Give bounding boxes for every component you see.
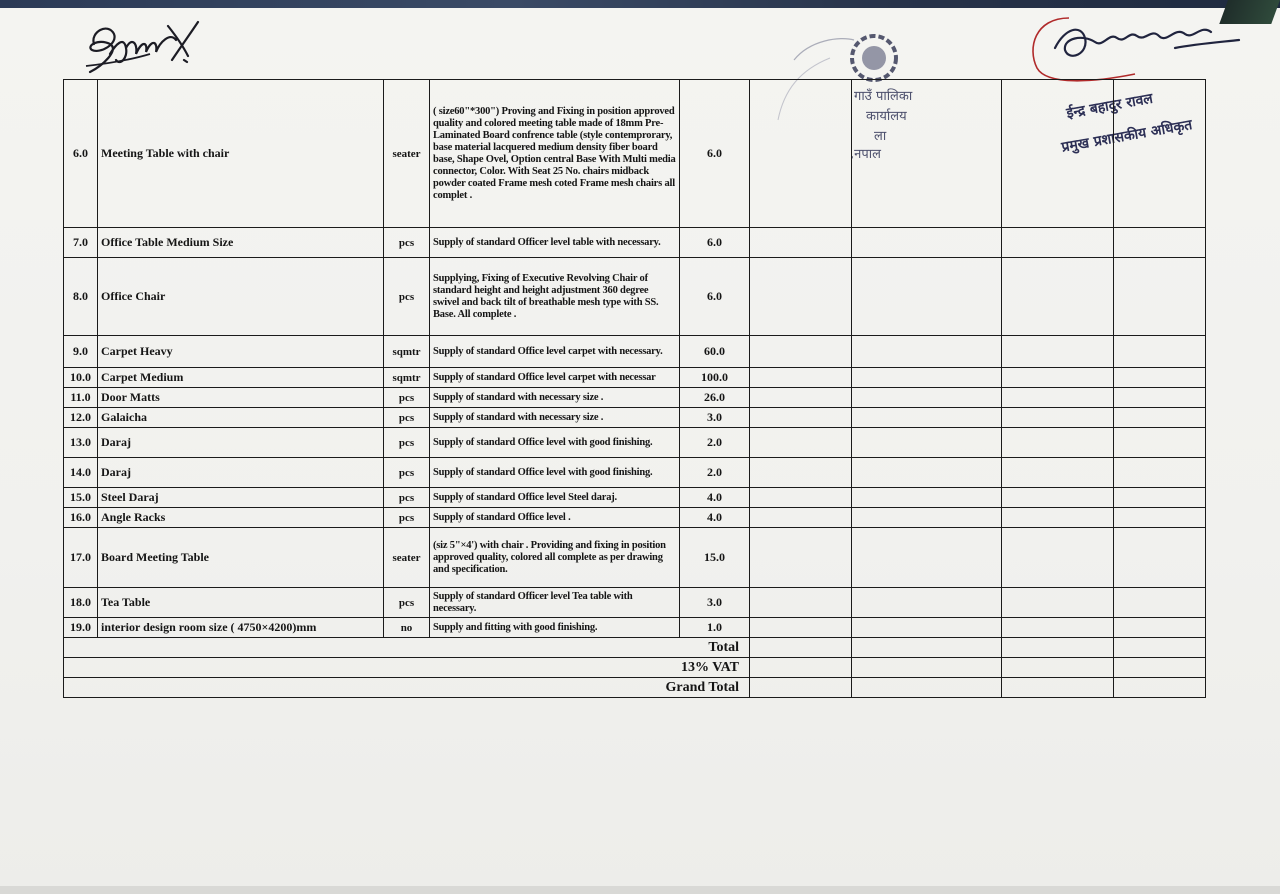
item-quantity: 26.0 (680, 388, 750, 408)
table-row (64, 408, 1206, 428)
item-number: 11.0 (64, 388, 98, 408)
vat-label: 13% VAT (64, 658, 750, 678)
empty-rate-cell (1114, 388, 1206, 408)
item-quantity: 6.0 (680, 228, 750, 258)
item-name: Daraj (98, 458, 384, 488)
stamp-text-2: कार्यालय (866, 109, 907, 124)
empty-rate-cell (1002, 258, 1114, 336)
empty-rate-cell (852, 408, 1002, 428)
empty-rate-cell (750, 528, 852, 588)
item-number: 9.0 (64, 336, 98, 368)
empty-rate-cell (1002, 488, 1114, 508)
empty-rate-cell (750, 488, 852, 508)
empty-rate-cell (852, 458, 1002, 488)
empty-rate-cell (1114, 508, 1206, 528)
empty-rate-cell (1002, 618, 1114, 638)
empty-rate-cell (1114, 228, 1206, 258)
item-unit: sqmtr (384, 336, 430, 368)
empty-rate-cell (750, 508, 852, 528)
item-quantity: 15.0 (680, 528, 750, 588)
cell (1002, 678, 1114, 698)
table-row (64, 428, 1206, 458)
item-unit: pcs (384, 508, 430, 528)
item-description: Supply of standard Officer level Tea table with necessary. (430, 588, 680, 618)
empty-rate-cell (852, 588, 1002, 618)
item-quantity: 3.0 (680, 408, 750, 428)
item-quantity: 60.0 (680, 336, 750, 368)
empty-rate-cell (1114, 408, 1206, 428)
empty-rate-cell (750, 618, 852, 638)
empty-rate-cell (1002, 80, 1114, 228)
item-description: Supply of standard Office level carpet with necessary. (430, 336, 680, 368)
item-description: Supply of standard Office level with good finishing. (430, 428, 680, 458)
item-quantity: 2.0 (680, 458, 750, 488)
table-row (64, 528, 1206, 588)
item-name: Tea Table (98, 588, 384, 618)
cell (750, 658, 852, 678)
empty-rate-cell (1114, 528, 1206, 588)
item-quantity: 2.0 (680, 428, 750, 458)
item-number: 14.0 (64, 458, 98, 488)
cell (1002, 638, 1114, 658)
empty-rate-cell (1002, 428, 1114, 458)
empty-rate-cell (750, 458, 852, 488)
empty-rate-cell (1114, 368, 1206, 388)
item-number: 13.0 (64, 428, 98, 458)
item-name: Board Meeting Table (98, 528, 384, 588)
item-unit: pcs (384, 228, 430, 258)
table-row (64, 258, 1206, 336)
table-row (64, 80, 1206, 228)
item-number: 8.0 (64, 258, 98, 336)
stamp-text-1: गाउँ पालिका (854, 89, 913, 104)
item-description: Supply of standard Office level with good finishing. (430, 458, 680, 488)
empty-rate-cell (852, 388, 1002, 408)
empty-rate-cell (1002, 458, 1114, 488)
cell (1114, 658, 1206, 678)
table-row (64, 488, 1206, 508)
item-number: 16.0 (64, 508, 98, 528)
table-row (64, 368, 1206, 388)
item-unit: seater (384, 528, 430, 588)
empty-rate-cell (1114, 80, 1206, 228)
empty-rate-cell (852, 508, 1002, 528)
cell (750, 678, 852, 698)
item-number: 17.0 (64, 528, 98, 588)
empty-rate-cell (750, 388, 852, 408)
total-label: Total (64, 638, 750, 658)
item-quantity: 1.0 (680, 618, 750, 638)
item-name: Meeting Table with chair (98, 80, 384, 228)
photo-top-edge (0, 0, 1280, 8)
item-quantity: 4.0 (680, 508, 750, 528)
cell (1114, 638, 1206, 658)
grand-total-row (64, 678, 1206, 698)
grand-total-label: Grand Total (64, 678, 750, 698)
stamp-text-3: ला (874, 129, 887, 144)
item-unit: no (384, 618, 430, 638)
item-description: Supply of standard Officer level table with necessary. (430, 228, 680, 258)
total-row (64, 638, 1206, 658)
item-description: Supplying, Fixing of Executive Revolving Chair of standard height and height adjustment 360 degree swivel and back tilt of breathable mesh type with SS. Base. All complete . (430, 258, 680, 336)
item-description: Supply and fitting with good finishing. (430, 618, 680, 638)
empty-rate-cell (1002, 588, 1114, 618)
item-quantity: 6.0 (680, 80, 750, 228)
empty-rate-cell (852, 368, 1002, 388)
empty-rate-cell (1114, 488, 1206, 508)
item-name: Office Chair (98, 258, 384, 336)
item-description: Supply of standard Office level Steel daraj. (430, 488, 680, 508)
empty-rate-cell (1114, 618, 1206, 638)
table-row (64, 388, 1206, 408)
vat-row (64, 658, 1206, 678)
empty-rate-cell (750, 80, 852, 228)
item-name: Carpet Medium (98, 368, 384, 388)
item-unit: pcs (384, 258, 430, 336)
item-description: (siz 5"×4') with chair . Providing and fixing in position approved quality, colored all complete as per drawing and specification. (430, 528, 680, 588)
empty-rate-cell (750, 428, 852, 458)
empty-rate-cell (750, 368, 852, 388)
empty-rate-cell (1114, 428, 1206, 458)
item-number: 6.0 (64, 80, 98, 228)
official-title: प्रमुख प्रशासकीय अधिकृत (1060, 116, 1194, 156)
empty-rate-cell (1114, 458, 1206, 488)
item-unit: pcs (384, 588, 430, 618)
empty-rate-cell (852, 258, 1002, 336)
item-name: Daraj (98, 428, 384, 458)
empty-rate-cell (852, 336, 1002, 368)
signature-left (80, 14, 220, 84)
empty-rate-cell (852, 428, 1002, 458)
item-unit: pcs (384, 458, 430, 488)
empty-rate-cell (750, 258, 852, 336)
item-name: Carpet Heavy (98, 336, 384, 368)
cell (852, 678, 1002, 698)
item-number: 15.0 (64, 488, 98, 508)
item-description: ( size60"*300") Proving and Fixing in position approved quality and colored meeting table made of 18mm Pre-Laminated Board confrence table (style contemprorary, base material lacquered medium density fiber board base, Shape Ovel, Option central Base With Multi media connector, Color. With Seat 25 No. chairs midback powder coated Frame mesh coted Frame mesh chairs all complet . (430, 80, 680, 228)
empty-rate-cell (750, 336, 852, 368)
boq-table (63, 79, 1206, 698)
official-name: ईन्द्र बहादुर रावल (1065, 90, 1155, 122)
empty-rate-cell (1002, 408, 1114, 428)
empty-rate-cell (1002, 388, 1114, 408)
table-row (64, 588, 1206, 618)
table-row (64, 458, 1206, 488)
item-unit: seater (384, 80, 430, 228)
empty-rate-cell (1002, 228, 1114, 258)
stamp-text-4: ,नपाल (850, 147, 881, 162)
item-number: 19.0 (64, 618, 98, 638)
empty-rate-cell (750, 228, 852, 258)
empty-rate-cell (852, 618, 1002, 638)
table-row (64, 618, 1206, 638)
item-number: 10.0 (64, 368, 98, 388)
item-description: Supply of standard Office level . (430, 508, 680, 528)
item-name: Angle Racks (98, 508, 384, 528)
item-quantity: 4.0 (680, 488, 750, 508)
empty-rate-cell (852, 488, 1002, 508)
item-quantity: 6.0 (680, 258, 750, 336)
photo-bottom-edge (0, 886, 1280, 894)
empty-rate-cell (1114, 258, 1206, 336)
empty-rate-cell (1114, 336, 1206, 368)
item-description: Supply of standard with necessary size . (430, 408, 680, 428)
empty-rate-cell (1002, 336, 1114, 368)
item-unit: pcs (384, 408, 430, 428)
item-unit: pcs (384, 488, 430, 508)
empty-rate-cell (1114, 588, 1206, 618)
item-name: Office Table Medium Size (98, 228, 384, 258)
item-name: Door Matts (98, 388, 384, 408)
item-name: Steel Daraj (98, 488, 384, 508)
item-unit: sqmtr (384, 368, 430, 388)
item-number: 12.0 (64, 408, 98, 428)
empty-rate-cell (852, 80, 1002, 228)
empty-rate-cell (750, 588, 852, 618)
item-name: interior design room size ( 4750×4200)mm (98, 618, 384, 638)
item-quantity: 3.0 (680, 588, 750, 618)
item-description: Supply of standard Office level carpet with necessar (430, 368, 680, 388)
empty-rate-cell (1002, 508, 1114, 528)
item-description: Supply of standard with necessary size . (430, 388, 680, 408)
cell (1114, 678, 1206, 698)
cell (852, 638, 1002, 658)
cell (852, 658, 1002, 678)
empty-rate-cell (750, 408, 852, 428)
item-name: Galaicha (98, 408, 384, 428)
empty-rate-cell (1002, 368, 1114, 388)
cell (750, 638, 852, 658)
item-unit: pcs (384, 428, 430, 458)
item-number: 18.0 (64, 588, 98, 618)
table-row (64, 336, 1206, 368)
cell (1002, 658, 1114, 678)
empty-rate-cell (1002, 528, 1114, 588)
table-row (64, 508, 1206, 528)
item-number: 7.0 (64, 228, 98, 258)
empty-rate-cell (852, 528, 1002, 588)
item-unit: pcs (384, 388, 430, 408)
item-quantity: 100.0 (680, 368, 750, 388)
table-row (64, 228, 1206, 258)
signature-right (1025, 8, 1245, 88)
empty-rate-cell (852, 228, 1002, 258)
